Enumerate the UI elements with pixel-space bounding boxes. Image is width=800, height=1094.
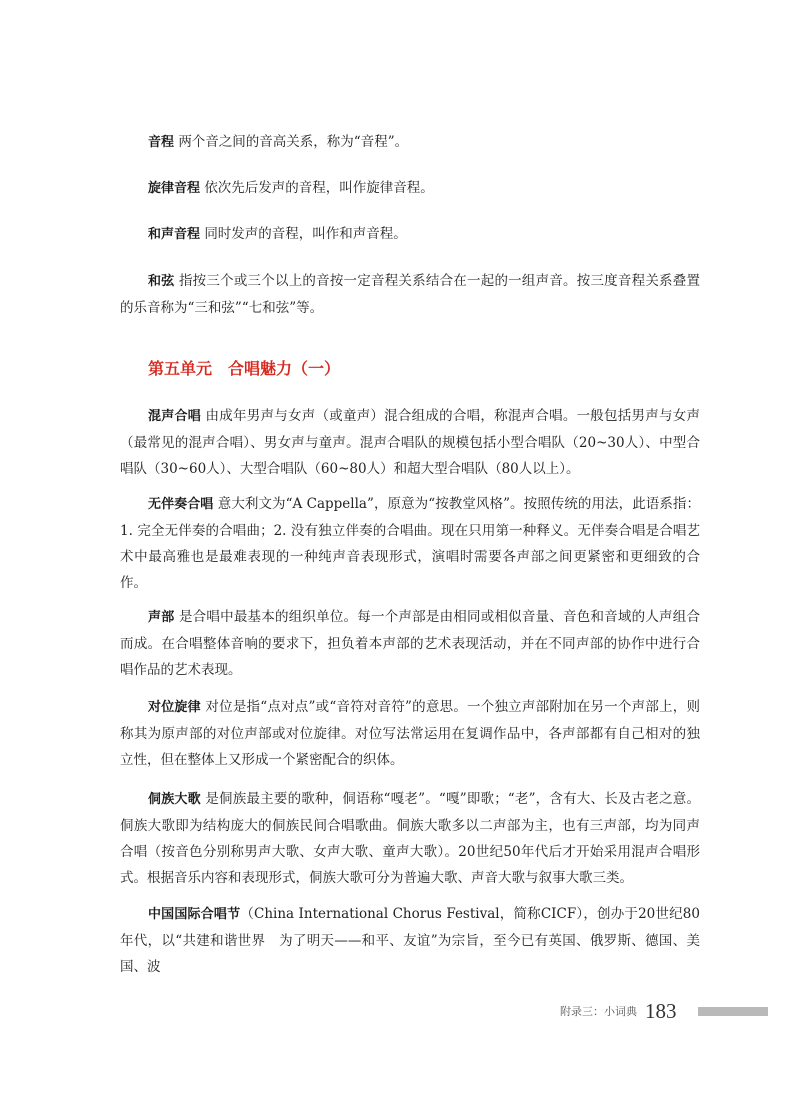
entry-mixed-chorus — [120, 403, 700, 482]
page-footer — [560, 998, 677, 1022]
entry-text: 是侗族最主要的歌种，侗语称“嘎老”。“嘎”即歌；“老”，含有大、长及古老之意。侗族大歌即为结构庞大的侗族民间合唱歌曲。侗族大歌多以二声部为主，也有三声部，均为同声合唱（按音色分别称男声大歌、女声大歌、童声大歌）。20世纪50年代后才开始采用混声合唱形式。根据音乐内容和表现形式，侗族大歌可分为普遍大歌、声音大歌与叙事大歌三类。 — [120, 791, 700, 886]
page-number: 183 — [645, 999, 677, 1023]
footer-section-label: 附录三：小词典 — [560, 1005, 637, 1018]
entry-term: 混声合唱 — [148, 409, 201, 424]
entry-term: 音程 — [148, 135, 175, 150]
footer-decorative-bar — [698, 1007, 768, 1016]
entry-term: 和弦 — [148, 274, 175, 289]
entry-term: 对位旋律 — [148, 700, 201, 715]
entry-text: 依次先后发声的音程，叫作旋律音程。 — [204, 180, 434, 196]
entry-text: 是合唱中最基本的组织单位。每一个声部是由相同或相似音量、音色和音域的人声组合而成。在合唱整体音响的要求下，担负着本声部的艺术表现活动，并在不同声部的协作中进行合唱作品的艺术表现。 — [120, 609, 700, 678]
entry-text: 同时发声的音程，叫作和声音程。 — [204, 226, 407, 242]
entry-text: 对位是指“点对点”或“音符对音符”的意思。一个独立声部附加在另一个声部上，则称其为原声部的对位声部或对位旋律。对位写法常运用在复调作品中，各声部都有自己相对的独立性，但在整体上又形成一个紧密配合的织体。 — [120, 699, 700, 768]
entry-china-chorus-festival — [120, 901, 700, 980]
entry-interval — [120, 129, 700, 156]
entry-term: 侗族大歌 — [148, 792, 201, 807]
entry-text: 两个音之间的音高关系，称为“音程”。 — [178, 134, 409, 150]
entry-dong-grand-song — [120, 786, 700, 891]
entry-term: 和声音程 — [148, 227, 201, 242]
section-title: 第五单元 合唱魅力（一） — [148, 359, 341, 378]
entry-term: 无伴奏合唱 — [148, 497, 214, 512]
entry-a-cappella — [120, 491, 700, 596]
entry-text: 由成年男声与女声（或童声）混合组成的合唱，称混声合唱。一般包括男声与女声（最常见的混声合唱）、男女声与童声。混声合唱队的规模包括小型合唱队（20~30人）、中型合唱队（30~60人）、大型合唱队（60~80人）和超大型合唱队（80人以上）。 — [120, 408, 701, 477]
entry-text: 意大利文为“A Cappella”，原意为“按教堂风格”。按照传统的用法，此语系指：1. 完全无伴奏的合唱曲；2. 没有独立伴奏的合唱曲。现在只用第一种释义。无伴奏合唱是合唱艺术中最高雅也是最难表现的一种纯声音表现形式，演唱时需要各声部之间更紧密和更细致的合作。 — [120, 496, 700, 591]
entry-melodic-interval — [120, 175, 700, 202]
entry-term: 中国国际合唱节 — [148, 907, 241, 922]
entry-term: 声部 — [148, 610, 175, 625]
entry-harmonic-interval — [120, 221, 700, 248]
entry-term: 旋律音程 — [148, 181, 201, 196]
entry-voice-part — [120, 604, 700, 683]
entry-text: （China International Chorus Festival，简称CICF），创办于20世纪80年代，以“共建和谐世界 为了明天——和平、友谊”为宗旨，至今已有英国、俄罗斯、德国、美国、波 — [120, 906, 700, 975]
entry-chord — [120, 268, 700, 321]
entry-counter-melody — [120, 694, 700, 773]
entry-text: 指按三个或三个以上的音按一定音程关系结合在一起的一组声音。按三度音程关系叠置的乐音称为“三和弦”“七和弦”等。 — [120, 273, 700, 316]
